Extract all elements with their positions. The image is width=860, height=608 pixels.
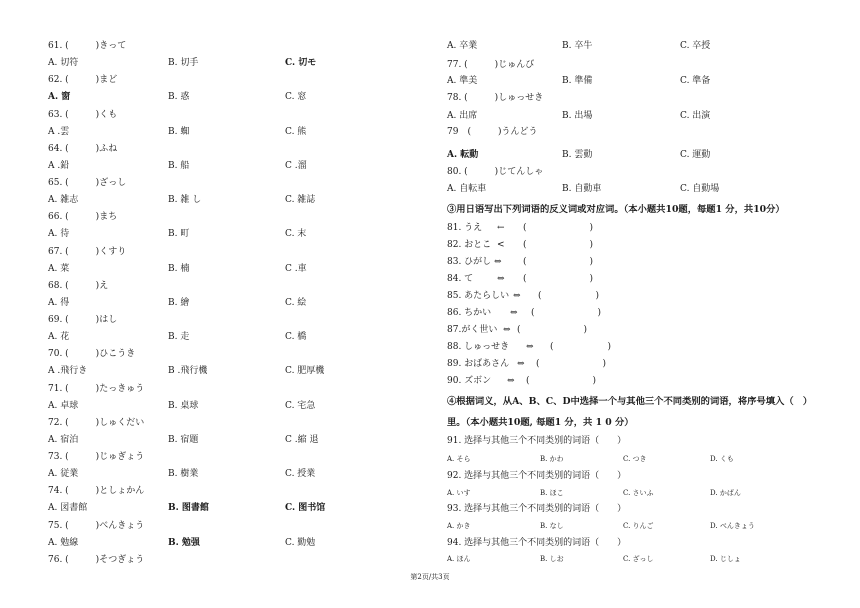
question-79-stem	[447, 124, 842, 141]
section-4-heading-continued	[447, 414, 842, 431]
double-arrow-icon: ⇔	[513, 290, 521, 301]
answer-blank: ( )	[523, 239, 594, 250]
option-d: D. じしょ	[710, 554, 741, 563]
question-72-options	[48, 432, 420, 449]
question-stem: 66. ( )まち	[48, 212, 118, 223]
option-a: A. 待	[48, 229, 70, 240]
option-a: A. 準美	[447, 75, 478, 86]
answer-blank: ( )	[550, 341, 612, 352]
option-b: B .飛行機	[168, 366, 208, 377]
antonym-word: 83. ひがし	[447, 256, 492, 267]
option-a: A. 自転車	[447, 183, 487, 194]
option-a: A. 従業	[48, 469, 79, 480]
question-71-stem	[48, 381, 420, 398]
antonym-word: 82. おとこ	[447, 239, 492, 250]
antonym-word: 81. うえ	[447, 222, 483, 233]
antonym-item-84	[447, 271, 842, 288]
option-c: C. 卒授	[680, 40, 711, 51]
question-64-options	[48, 158, 420, 175]
question-69-options	[48, 329, 420, 346]
option-b: B. 宿題	[168, 434, 199, 445]
option-b: B. 楠	[168, 263, 190, 274]
option-a: A. 転動	[447, 149, 479, 160]
option-a: A. 菜	[48, 263, 70, 274]
section-heading: ③用日语写出下列词语的反义词或对应词。（本小题共10题，每题1 分，共10分）	[447, 203, 785, 215]
question-stem: 67. ( )くすり	[48, 246, 127, 257]
question-77-options	[447, 73, 842, 90]
question-stem: 62. ( )まど	[48, 75, 118, 86]
right-column	[447, 0, 842, 608]
option-b: B. 準備	[562, 75, 593, 86]
double-arrow-icon: ⇔	[517, 358, 525, 369]
option-b: B. 樹業	[168, 469, 199, 480]
option-a: A. ほん	[447, 554, 471, 563]
question-80-stem	[447, 164, 842, 181]
option-a: A .飛行き	[48, 366, 88, 377]
option-c: C. さいふ	[623, 488, 654, 497]
question-65-stem	[48, 175, 420, 192]
question-stem: 68. ( )え	[48, 280, 109, 291]
option-b: B. 自動車	[562, 183, 602, 194]
question-80-options	[447, 181, 842, 198]
question-stem: 74. ( )としょかん	[48, 486, 145, 497]
question-65-options	[48, 192, 420, 209]
option-c: C. 出演	[680, 110, 711, 121]
page-number: 第2页/共3页	[410, 573, 450, 581]
answer-blank: ( )	[523, 256, 594, 267]
option-d: D. かばん	[710, 488, 741, 497]
option-a: A. 卓球	[48, 400, 79, 411]
double-arrow-icon: ⇔	[510, 307, 518, 318]
question-stem: 64. ( )ふね	[48, 143, 118, 154]
option-b: B. 勉强	[168, 537, 200, 548]
option-a: A. 宿泊	[48, 434, 79, 445]
option-a: A .雲	[48, 126, 70, 137]
option-c: C. ざっし	[623, 554, 654, 563]
option-b: B. 蜘	[168, 126, 190, 137]
question-stem: 72. ( )しゅくだい	[48, 417, 145, 428]
antonym-word: 88. しゅっせき	[447, 341, 510, 352]
antonym-item-83	[447, 254, 842, 271]
question-stem: 75. ( )べんきょう	[48, 520, 145, 531]
option-b: B. 惑	[168, 92, 190, 103]
option-b: B. 雑 し	[168, 195, 202, 206]
question-68-stem	[48, 278, 420, 295]
left-column	[48, 38, 420, 569]
antonym-word: 90. ズボン	[447, 375, 492, 386]
option-c: C. 雑誌	[285, 195, 316, 206]
option-c: C. 自動場	[680, 183, 720, 194]
option-b: B. ほこ	[540, 488, 564, 497]
antonym-word: 84. て	[447, 273, 474, 284]
answer-blank: ( )	[523, 222, 594, 233]
answer-blank: ( )	[523, 273, 594, 284]
answer-blank: ( )	[538, 290, 600, 301]
option-b: B. 走	[168, 332, 190, 343]
option-b: B. しお	[540, 554, 564, 563]
question-70-stem	[48, 346, 420, 363]
option-a: A. かき	[447, 521, 471, 530]
question-73-options	[48, 466, 420, 483]
question-stem: 69. ( )はし	[48, 315, 118, 325]
question-69-stem	[48, 312, 420, 329]
question-67-options	[48, 261, 420, 278]
question-74-options	[48, 500, 420, 517]
section-3-heading	[447, 201, 842, 218]
question-stem: 70. ( )ひこうき	[48, 349, 136, 360]
question-76-stem	[48, 552, 420, 569]
option-c: C .車	[285, 263, 307, 274]
option-b: B. 切手	[168, 58, 199, 69]
option-c: C. つき	[623, 454, 647, 463]
question-61-options	[48, 55, 420, 72]
antonym-item-81	[447, 220, 842, 237]
question-61-stem	[48, 38, 420, 55]
question-stem: 71. ( )たっきゅう	[48, 383, 145, 394]
question-66-stem	[48, 209, 420, 226]
question-stem: 76. ( )そつぎょう	[48, 554, 145, 565]
antonym-item-85	[447, 288, 842, 305]
question-73-stem	[48, 449, 420, 466]
option-c: C. 授業	[285, 469, 316, 480]
question-91-options	[447, 451, 842, 468]
option-b: B. 繪	[168, 297, 190, 308]
option-a: A. 図書館	[48, 503, 88, 514]
arrow-icon: <	[497, 239, 505, 250]
option-b: B. なし	[540, 521, 564, 530]
question-93-options	[447, 518, 842, 535]
option-b: B. 桌球	[168, 400, 199, 411]
question-66-options	[48, 226, 420, 243]
double-arrow-icon: ⇔	[503, 324, 511, 335]
antonym-item-86	[447, 305, 842, 322]
question-94-stem	[447, 535, 842, 552]
question-stem: 80. ( )じてんしゃ	[447, 166, 544, 177]
option-a: A. 雑志	[48, 195, 79, 206]
double-arrow-icon: ⇔	[526, 341, 534, 352]
option-a: A. 窗	[48, 92, 71, 103]
question-stem: 65. ( )ざっし	[48, 178, 127, 188]
option-c: C. 宅急	[285, 400, 316, 411]
question-76-options	[447, 38, 842, 55]
option-c: C. 末	[285, 229, 307, 240]
question-78-options	[447, 108, 842, 125]
option-a: A. 切符	[48, 58, 79, 69]
option-c: C. 準备	[680, 75, 711, 86]
question-stem: 93. 选择与其他三个不同类别的词语（ ）	[447, 503, 627, 514]
option-c: C. りんご	[623, 521, 654, 530]
option-c: C. 橋	[285, 332, 307, 343]
question-62-options	[48, 89, 420, 106]
question-79-options	[447, 147, 842, 164]
question-94-options	[447, 551, 842, 568]
arrow-icon: ←	[497, 222, 505, 233]
option-c: C. 肥厚機	[285, 366, 325, 377]
question-64-stem	[48, 141, 420, 158]
option-b: B. かわ	[540, 454, 564, 463]
option-a: A. 卒業	[447, 40, 478, 51]
option-b: B. 出場	[562, 110, 593, 121]
antonym-item-87	[447, 322, 842, 339]
option-a: A. 出席	[447, 110, 478, 121]
question-stem: 63. ( )くも	[48, 109, 118, 120]
question-63-stem	[48, 107, 420, 124]
option-c: C. 切モ	[285, 58, 317, 69]
option-c: C. 運動	[680, 149, 711, 160]
question-70-options	[48, 363, 420, 380]
question-68-options	[48, 295, 420, 312]
question-62-stem	[48, 72, 420, 89]
option-a: A. 花	[48, 332, 70, 343]
option-a: A .鉛	[48, 160, 70, 171]
question-78-stem	[447, 90, 842, 107]
question-71-options	[48, 398, 420, 415]
section-heading: 里。（本小题共10题, 每题1 分，共 1 0 分）	[447, 416, 634, 428]
question-72-stem	[48, 415, 420, 432]
option-a: A. いす	[447, 488, 471, 497]
option-c: C. 絵	[285, 297, 307, 308]
question-stem: 92. 选择与其他三个不同类别的词语（ ）	[447, 470, 627, 481]
double-arrow-icon: ⇔	[507, 375, 515, 386]
question-63-options	[48, 124, 420, 141]
double-arrow-icon: ⇔	[497, 273, 505, 284]
antonym-item-88	[447, 339, 842, 356]
option-d: D. くも	[710, 454, 734, 463]
option-a: A. そら	[447, 454, 471, 463]
section-heading: ④根据词义，从A、B、C、D中选择一个与其他三个不同类别的词语，将序号填入（ ）	[447, 395, 813, 407]
antonym-word: 86. ちかい	[447, 307, 492, 318]
answer-blank: ( )	[536, 358, 607, 369]
option-b: B. 雲動	[562, 149, 593, 160]
option-b: B. 卒牛	[562, 40, 593, 51]
answer-blank: ( )	[517, 324, 588, 335]
option-c: C. 勤勉	[285, 537, 316, 548]
question-92-options	[447, 485, 842, 502]
answer-blank: ( )	[531, 307, 602, 318]
option-c: C. 图书馆	[285, 503, 326, 514]
option-c: C. 窓	[285, 92, 307, 103]
question-stem: 61. ( )きって	[48, 41, 127, 51]
double-arrow-icon: ⇔	[494, 256, 502, 267]
question-stem: 79 ( )うんどう	[447, 126, 538, 137]
question-75-stem	[48, 518, 420, 535]
option-d: D. べんきょう	[710, 521, 755, 530]
question-77-stem	[447, 57, 842, 74]
question-92-stem	[447, 468, 842, 485]
option-c: C .縮 退	[285, 434, 319, 445]
question-74-stem	[48, 483, 420, 500]
question-stem: 91. 选择与其他三个不同类别的词语（ ）	[447, 435, 627, 446]
question-91-stem	[447, 433, 842, 450]
question-93-stem	[447, 501, 842, 518]
option-b: B. 船	[168, 160, 190, 171]
question-67-stem	[48, 244, 420, 261]
antonym-item-82	[447, 237, 842, 254]
antonym-item-89	[447, 356, 842, 373]
question-stem: 78. ( )しゅっせき	[447, 92, 544, 103]
option-b: B. 图書館	[168, 503, 209, 514]
option-c: C. 熊	[285, 126, 307, 137]
antonym-item-90	[447, 373, 842, 390]
antonym-word: 87.がく世い	[447, 324, 498, 335]
option-a: A. 得	[48, 297, 70, 308]
option-a: A. 勉線	[48, 537, 79, 548]
section-4-heading	[447, 393, 842, 410]
question-stem: 94. 选择与其他三个不同类别的词语（ ）	[447, 537, 627, 548]
question-stem: 77. ( )じゅんび	[447, 59, 535, 70]
option-c: C .溜	[285, 160, 307, 171]
question-stem: 73. ( )じゅぎょう	[48, 452, 145, 462]
antonym-word: 89. おばあさん	[447, 358, 510, 369]
option-b: B. 町	[168, 229, 190, 240]
answer-blank: ( )	[526, 375, 597, 386]
question-75-options	[48, 535, 420, 552]
antonym-word: 85. あたらしい	[447, 290, 510, 301]
